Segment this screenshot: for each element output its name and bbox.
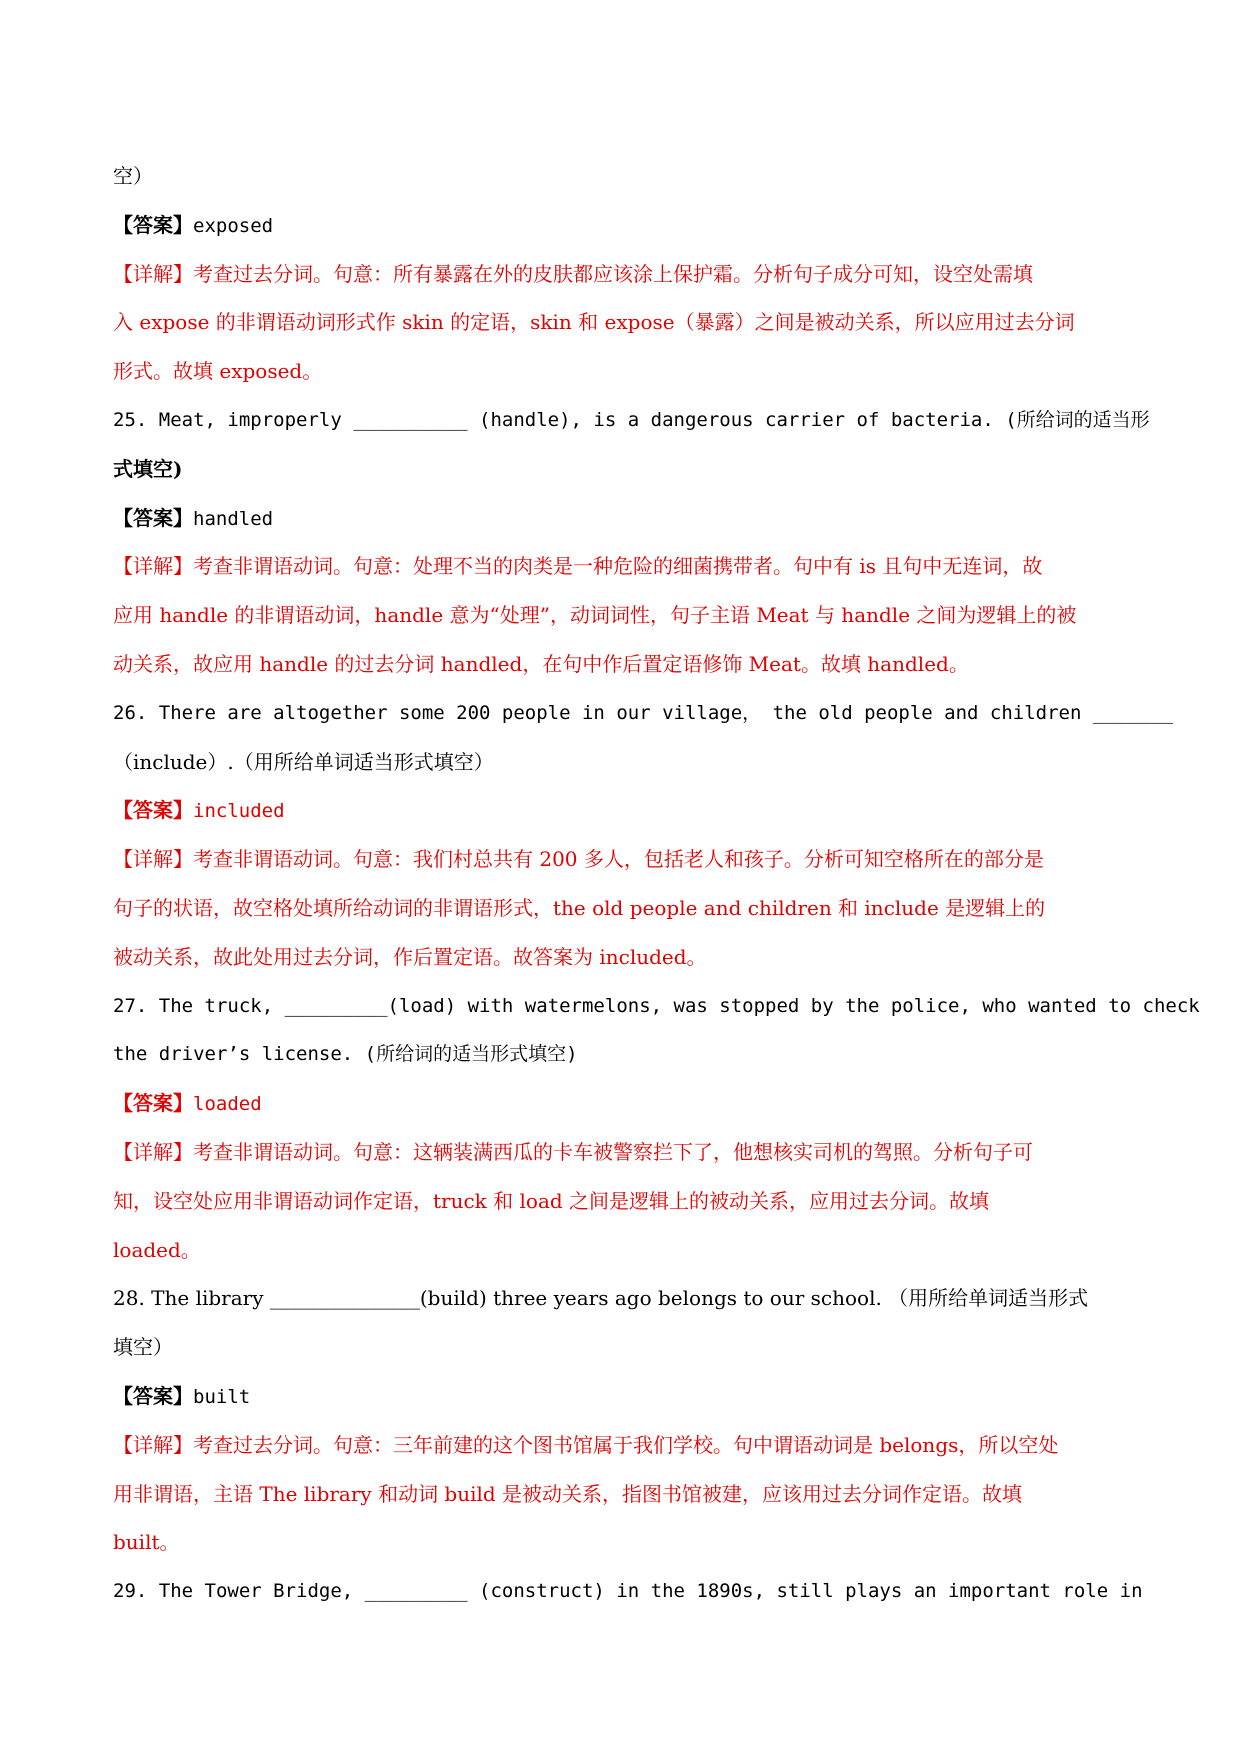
question-line: 27. The truck, _________(load) with watermelons, was stopped by the police, who wanted to check [113, 994, 1200, 1017]
explanation-line: 应用 handle 的非谓语动词，handle 意为“处理”，动词词性，句子主语 Meat 与 handle 之间为逻辑上的被 [113, 603, 1077, 628]
explanation-line: 知，设空处应用非谓语动词作定语，truck 和 load 之间是逻辑上的被动关系，应用过去分词。故填 [113, 1188, 990, 1213]
question-line: 28. The library _______________(build) three years ago belongs to our school. （用所给单词适当形式 [113, 1286, 1089, 1311]
explanation-line [113, 835, 1153, 884]
answer-line [113, 1372, 1153, 1421]
question-line: 式填空) [113, 456, 183, 481]
answer-value: included [193, 800, 285, 823]
question-line: the driver’s license. (所给词的适当形式填空) [113, 1043, 578, 1066]
explanation-line [113, 542, 1153, 591]
explanation-line: 用非谓语，主语 The library 和动词 build 是被动关系，指图书馆被建，应该用过去分词作定语。故填 [113, 1481, 1023, 1506]
explanation-line: 句子的状语，故空格处填所给动词的非谓语形式，the old people and children 和 include 是逻辑上的 [113, 895, 1046, 920]
explanation-line: 被动关系，故此处用过去分词，作后置定语。故答案为 included。 [113, 944, 707, 969]
answer-value: exposed [193, 214, 274, 237]
explanation-line: 形式。故填 exposed。 [113, 359, 323, 384]
question-line: 29. The Tower Bridge, _________ (construct) in the 1890s, still plays an important role in [113, 1580, 1143, 1603]
explanation-line: 动关系，故应用 handle 的过去分词 handled，在句中作后置定语修饰 Meat。故填 handled。 [113, 651, 969, 676]
explanation-label: 【详解】 [113, 847, 193, 872]
explanation-line [113, 1421, 1153, 1470]
answer-line [113, 201, 1153, 250]
explanation-label: 【详解】 [113, 1139, 193, 1164]
question-line: 空） [113, 164, 153, 188]
question-line: （include）.（用所给单词适当形式填空） [113, 749, 494, 774]
answer-label: 【答案】 [113, 1091, 193, 1116]
answer-value: handled [193, 507, 274, 530]
explanation-text: 考查过去分词。句意：所有暴露在外的皮肤都应该涂上保护霜。分析句子成分可知，设空处需填 [193, 261, 1033, 286]
explanation-text: 考查非谓语动词。句意：处理不当的肉类是一种危险的细菌携带者。句中有 is 且句中无连词，故 [193, 554, 1043, 579]
question-line: 25. Meat, improperly __________ (handle), is a dangerous carrier of bacteria. (所给词的适当形 [113, 408, 1150, 431]
document-body [113, 152, 1200, 1616]
explanation-line: built。 [113, 1530, 180, 1555]
answer-value: loaded [193, 1093, 262, 1116]
explanation-line: 入 expose 的非谓语动词形式作 skin 的定语，skin 和 expose（暴露）之间是被动关系，所以应用过去分词 [113, 310, 1075, 335]
explanation-text: 考查过去分词。句意：三年前建的这个图书馆属于我们学校。句中谓语动词是 belongs，所以空处 [193, 1432, 1059, 1457]
explanation-label: 【详解】 [113, 261, 193, 286]
question-line: 填空） [113, 1335, 173, 1360]
answer-label: 【答案】 [113, 1383, 193, 1408]
explanation-text: 考查非谓语动词。句意：我们村总共有 200 多人，包括老人和孩子。分析可知空格所在的部分是 [193, 847, 1044, 872]
answer-line [113, 494, 1153, 543]
answer-label: 【答案】 [113, 505, 193, 530]
explanation-label: 【详解】 [113, 554, 193, 579]
explanation-text: 考查非谓语动词。句意：这辆装满西瓜的卡车被警察拦下了，他想核实司机的驾照。分析句子可 [193, 1139, 1033, 1164]
answer-line [113, 786, 1153, 835]
explanation-line [113, 1128, 1153, 1177]
answer-label: 【答案】 [113, 212, 193, 237]
answer-label: 【答案】 [113, 798, 193, 823]
answer-line [113, 1079, 1153, 1128]
question-line: 26. There are altogether some 200 people in our village， the old people and children _______ [113, 701, 1173, 724]
explanation-line: loaded。 [113, 1237, 201, 1262]
answer-value: built [193, 1385, 251, 1408]
explanation-line [113, 250, 1153, 299]
explanation-label: 【详解】 [113, 1432, 193, 1457]
